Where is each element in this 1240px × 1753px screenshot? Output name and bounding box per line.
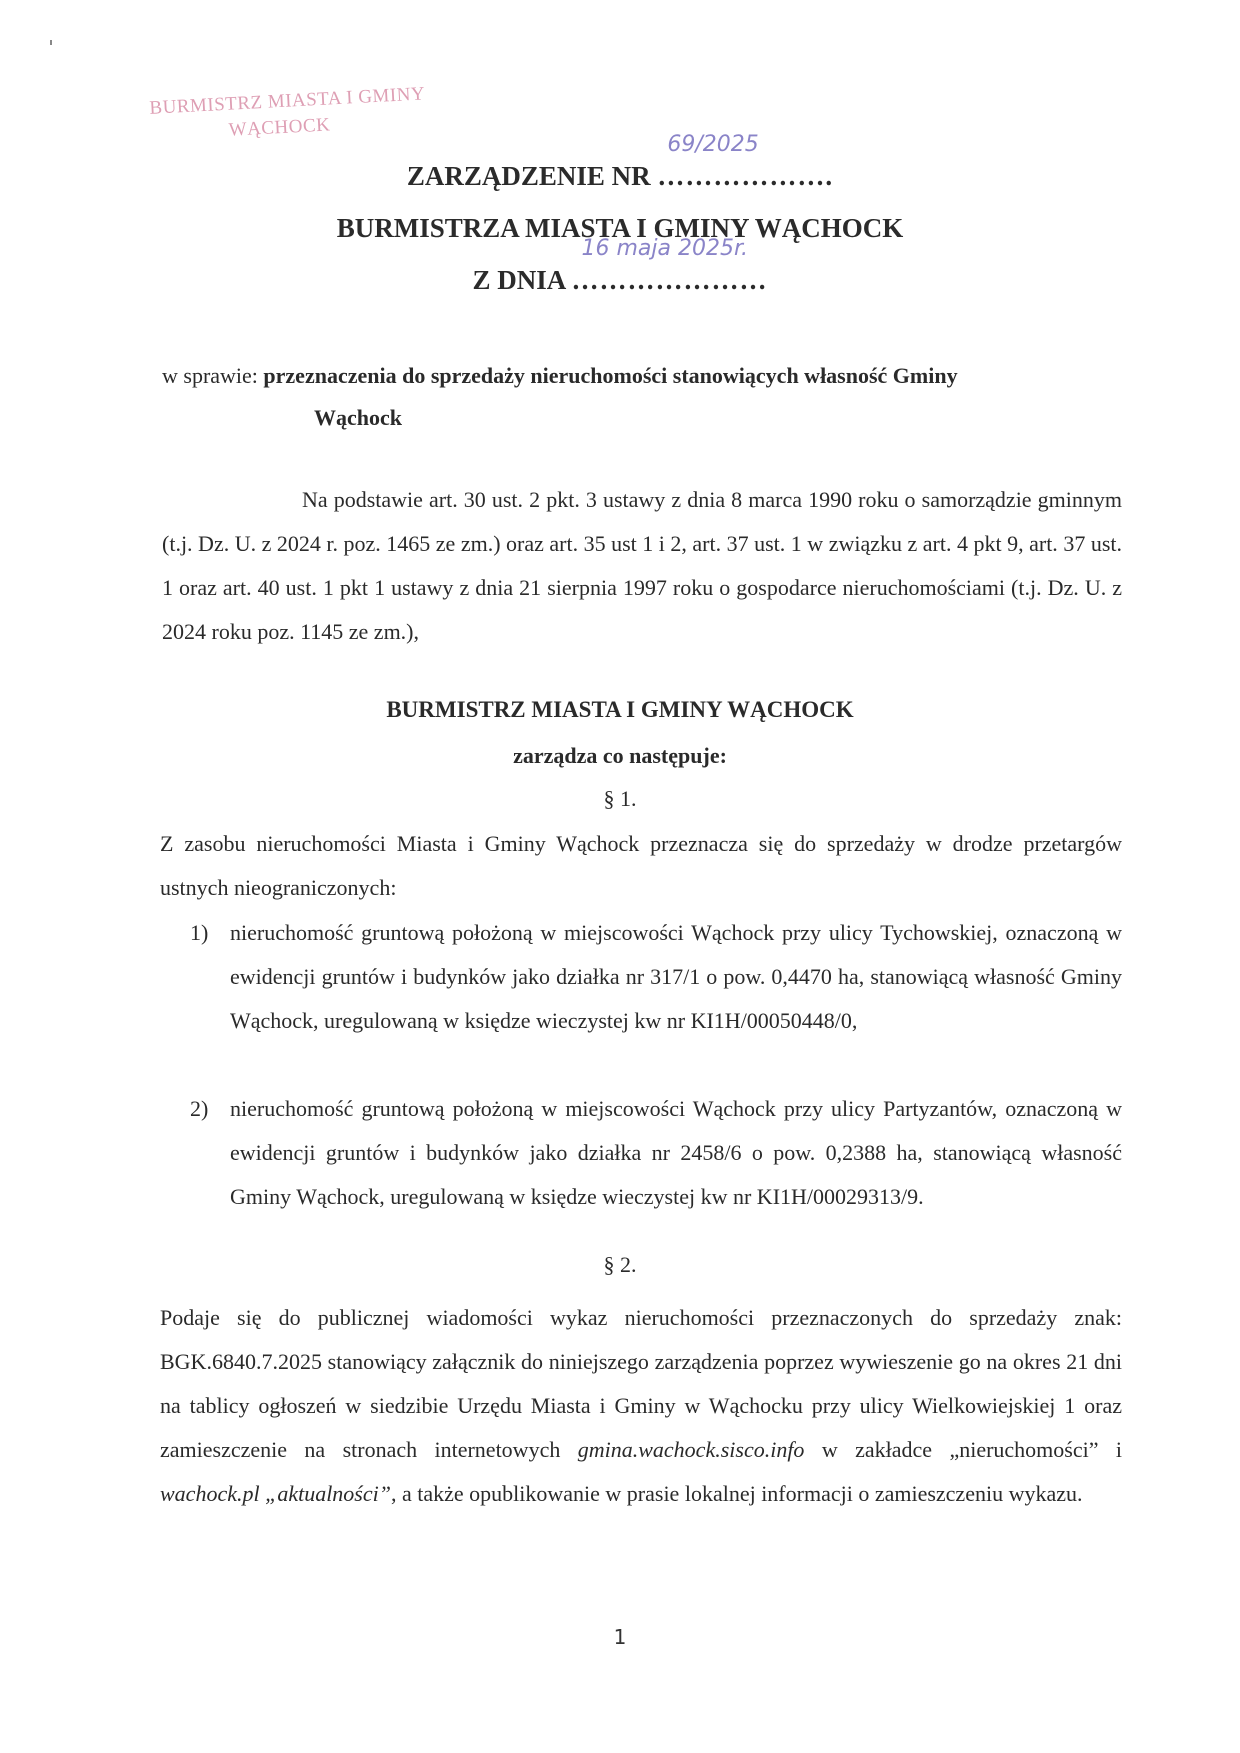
scan-speck xyxy=(50,40,52,45)
decree-date xyxy=(0,236,1240,306)
list-item-text: nieruchomość gruntową położoną w miejscowości Wąchock przy ulicy Partyzantów, oznaczoną w ewidencji gruntów i budynków jako działka nr 2458/6 o pow. 0,2388 ha, stanowiącą własność Gminy Wąchock, uregulowaną w księdze wieczystej kw nr KI1H/00029313/9. xyxy=(230,1096,1122,1209)
section-2-heading: § 2. xyxy=(603,1252,637,1277)
section-2-paragraph xyxy=(160,1296,1122,1516)
page-number: 1 xyxy=(613,1625,627,1649)
list-item-text: nieruchomość gruntową położoną w miejscowości Wąchock przy ulicy Tychowskiej, oznaczoną w ewidencji gruntów i budynków jako działka nr 317/1 o pow. 0,4470 ha, stanowiącą własność Gminy Wąchock, uregulowaną w księdze wieczystej kw nr KI1H/00050448/0, xyxy=(230,920,1122,1033)
subject-label: w sprawie: xyxy=(162,363,264,388)
legal-basis-paragraph: Na podstawie art. 30 ust. 2 pkt. 3 ustawy z dnia 8 marca 1990 roku o samorządzie gminnym (t.j. Dz. U. z 2024 r. poz. 1465 ze zm.) oraz art. 35 ust 1 i 2, art. 37 ust. 1 w związku z art. 4 pkt 9, art. 37 ust. 1 oraz art. 40 ust. 1 pkt 1 ustawy z dnia 21 sierpnia 1997 roku o gospodarce nieruchomościami (t.j. Dz. U. z 2024 roku poz. 1145 ze zm.), xyxy=(162,487,1122,644)
list-item-number: 2) xyxy=(190,1096,209,1121)
list-item-number: 1) xyxy=(190,920,209,945)
property-list-item xyxy=(190,1087,1122,1219)
stamp-line-1: BURMISTRZ MIASTA I GMINY xyxy=(148,83,426,119)
document-header xyxy=(0,132,1240,306)
section-2-text-a: Podaje się do publicznej wiadomości wykaz nieruchomości przeznaczonych do sprzedaży znak: BGK.6840.7.2025 stanowiący załącznik do niniejszego zarządzenia poprzez wywieszenie go na okres 21 dni na tablicy ogłoszeń w siedzibie Urzędu Miasta i Gminy w Wąchocku przy ulicy Wielkowiejskiej 1 oraz zamieszczenie na stronach internetowych xyxy=(160,1305,1122,1462)
section-1-intro: Z zasobu nieruchomości Miasta i Gminy Wąchock przeznacza się do sprzedaży w drodze przetargów ustnych nieograniczonych: xyxy=(160,831,1122,900)
decree-number-handwritten: 69/2025 xyxy=(667,132,759,157)
decree-title-prefix: ZARZĄDZENIE NR xyxy=(406,161,658,191)
section-2-text-c: , a także opublikowanie w prasie lokalnej informacji o zamieszczeniu wykazu. xyxy=(390,1481,1083,1506)
subject-text-line-2: Wąchock xyxy=(314,405,402,430)
decree-authority-heading: BURMISTRZ MIASTA I GMINY WĄCHOCK xyxy=(386,697,854,722)
website-wachock-link: wachock.pl „aktualności” xyxy=(160,1481,391,1506)
section-1-heading: § 1. xyxy=(603,786,637,811)
decree-title xyxy=(0,132,1240,202)
section-2-text-b: w zakładce „nieruchomości” i xyxy=(804,1437,1122,1462)
decree-number-dots: ………………. xyxy=(657,161,834,191)
decree-orders-heading: zarządza co następuje: xyxy=(513,743,727,768)
stamp-line-2: WĄCHOCK xyxy=(228,114,331,141)
subject-text-line-1: przeznaczenia do sprzedaży nieruchomości stanowiących własność Gminy xyxy=(263,363,958,388)
property-list-item xyxy=(190,911,1122,1043)
office-stamp xyxy=(149,80,451,148)
decree-date-handwritten: 16 maja 2025r. xyxy=(581,236,749,261)
website-gmina-link: gmina.wachock.sisco.info xyxy=(577,1437,805,1462)
decree-date-prefix: Z DNIA xyxy=(472,265,572,295)
decree-date-dots: ………………… xyxy=(571,265,768,295)
decree-authority: BURMISTRZA MIASTA I GMINY WĄCHOCK xyxy=(336,213,904,243)
decree-subject xyxy=(162,355,1122,439)
